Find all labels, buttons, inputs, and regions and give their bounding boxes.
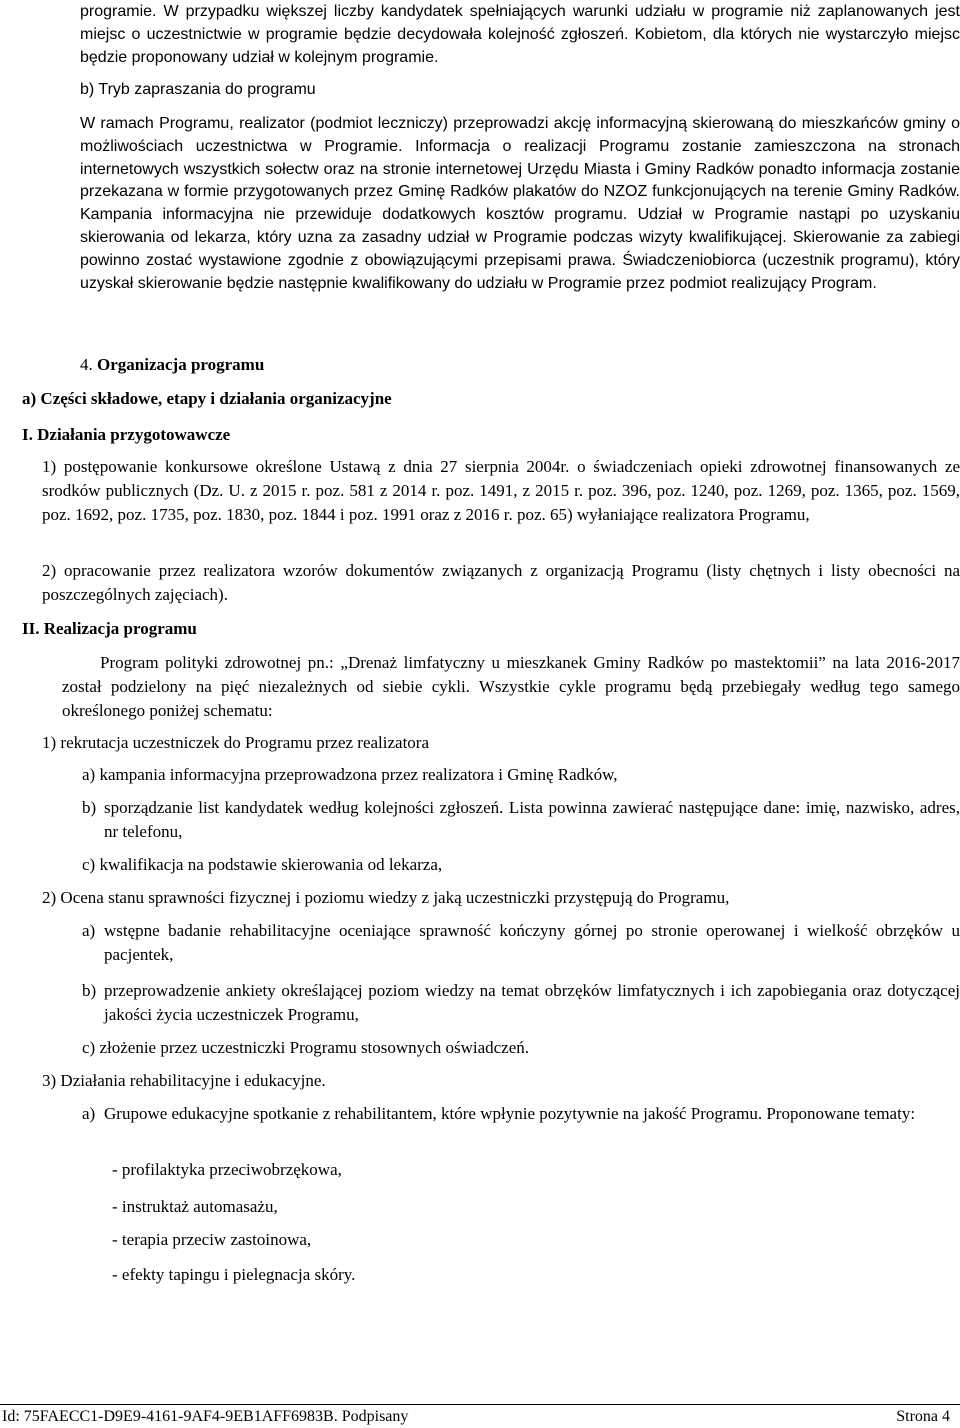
step-2-b-label: b) — [82, 981, 97, 1000]
step-1-b-text: sporządzanie list kandydatek według kolejności zgłoszeń. Lista powinna zawierać następujące dane: imię, nazwisko, adres, nr telefonu, — [104, 798, 960, 841]
footer-divider — [0, 1404, 960, 1405]
step-1-a: a) kampania informacyjna przeprowadzona przez realizatora i Gminę Radków, — [82, 765, 618, 784]
step-1-b — [82, 796, 960, 844]
topic-item: - instruktaż automasażu, — [112, 1197, 278, 1216]
step-1: 1) rekrutacja uczestniczek do Programu przez realizatora — [42, 733, 430, 752]
item-1 — [42, 455, 960, 527]
step-1-b-label: b) — [82, 798, 97, 817]
section-4-number: 4. — [80, 355, 93, 374]
step-3-a-text: Grupowe edukacyjne spotkanie z rehabilitantem, które wpłynie pozytywnie na jakość Programu. Proponowane tematy: — [104, 1104, 916, 1123]
step-2-a-label: a) — [82, 921, 96, 940]
item-1-text: 1) postępowanie konkursowe określone Ustawą z dnia 27 sierpnia 2004r. o świadczeniach opieki zdrowotnej finansowanych ze srodków publicznych (Dz. U. z 2015 r. poz. 581 z 2014 r. poz. 1491, z 2015 r. poz. 396, poz. 1240, poz. 1269, poz. 1365, poz. 1569, poz. 1692, poz. 1735, poz. 1830, poz. 1844 i poz. 1991 oraz z 2016 r. poz. 65) wyłaniające realizatora Programu, — [42, 457, 960, 524]
topic-item: - efekty tapingu i pielegnacja skóry. — [112, 1265, 356, 1284]
section-b-paragraph-text: W ramach Programu, realizator (podmiot leczniczy) przeprowadzi akcję informacyjną skierowaną do mieszkańców gminy o możliwościach uczestnictwa w Programie. Informacja o realizacji Programu zostanie zamieszczona na stronach internetowych wszystkich sołectw oraz na stronie internetowej Urzędu Miasta i Gminy Radków ponadto informacja zostanie przekazana w formie przygotowanych przez Gminę Radków plakatów do NZOZ funkcjonujących na terenie Gminy Radków. Kampania informacyjna nie przewiduje dodatkowych kosztów programu. Udział w Programie nastąpi po uzyskaniu skierowania od lekarza, który uzna za zasadny udział w Programie podczas wizyty kwalifikującej. Skierowanie za zabiegi powinno zostać wystawione zgodnie z obowiązującymi przepisami prawa. Świadczeniobiorca (uczestnik programu), który uzyskał skierowanie będzie następnie kwalifikowany do udziału w Programie przez podmiot realizujący Program. — [80, 115, 960, 292]
step-3-a — [82, 1102, 960, 1126]
section-4-heading — [80, 353, 264, 377]
step-2-a-text: wstępne badanie rehabilitacyjne oceniające sprawność kończyny górnej po stronie operowanej i wielkość obrzęków u pacjentek, — [104, 921, 960, 964]
step-3-a-label: a) — [82, 1104, 96, 1123]
part-ii-paragraph: Program polityki zdrowotnej pn.: „Drenaż limfatyczny u mieszkanek Gminy Radków po mastektomii” na lata 2016-2017 został podzielony na pięć niezależnych od siebie cykli. Wszystkie cykle programu będą przebiegały według tego samego określonego poniżej schematu: — [62, 653, 960, 720]
part-i-heading: I. Działania przygotowawcze — [22, 425, 231, 444]
step-2-a — [82, 919, 960, 967]
subsection-a-heading: a) Części składowe, etapy i działania organizacyjne — [22, 389, 392, 408]
step-1-c: c) kwalifikacja na podstawie skierowania od lekarza, — [82, 855, 443, 874]
topic-item: - profilaktyka przeciwobrzękowa, — [112, 1160, 342, 1179]
item-2 — [42, 559, 960, 607]
part-ii-heading: II. Realizacja programu — [22, 619, 197, 638]
item-2-text: 2) opracowanie przez realizatora wzorów dokumentów związanych z organizacją Programu (listy chętnych i listy obecności na poszczególnych zajęciach). — [42, 561, 960, 604]
section-4-title: Organizacja programu — [97, 355, 265, 374]
intro-paragraph: programie. W przypadku większej liczby kandydatek spełniających warunki udziału w programie niż zaplanowanych jest miejsc o uczestnictwie w programie będzie decydowała kolejność zgłoszeń. Kobietom, dla których nie wystarczyło miejsc będzie proponowany udział w kolejnym programie. — [80, 3, 960, 66]
step-2-c: c) złożenie przez uczestniczki Programu stosownych oświadczeń. — [82, 1038, 530, 1057]
section-b-heading: b) Tryb zapraszania do programu — [80, 81, 316, 98]
step-2-b-text: przeprowadzenie ankiety określającej poziom wiedzy na temat obrzęków limfatycznych i ich zapobiegania oraz dotyczącej jakości życia uczestniczek Programu, — [104, 981, 960, 1024]
step-2: 2) Ocena stanu sprawności fizycznej i poziomu wiedzy z jaką uczestniczki przystępują do Programu, — [42, 888, 730, 907]
step-3: 3) Działania rehabilitacyjne i edukacyjne. — [42, 1071, 326, 1090]
footer-document-id: Id: 75FAECC1-D9E9-4161-9AF4-9EB1AFF6983B. Podpisany — [2, 1408, 409, 1425]
topic-item: - terapia przeciw zastoinowa, — [112, 1230, 312, 1249]
footer-page-number: Strona 4 — [896, 1408, 950, 1425]
step-2-b — [82, 979, 960, 1027]
section-b-paragraph — [80, 113, 960, 295]
